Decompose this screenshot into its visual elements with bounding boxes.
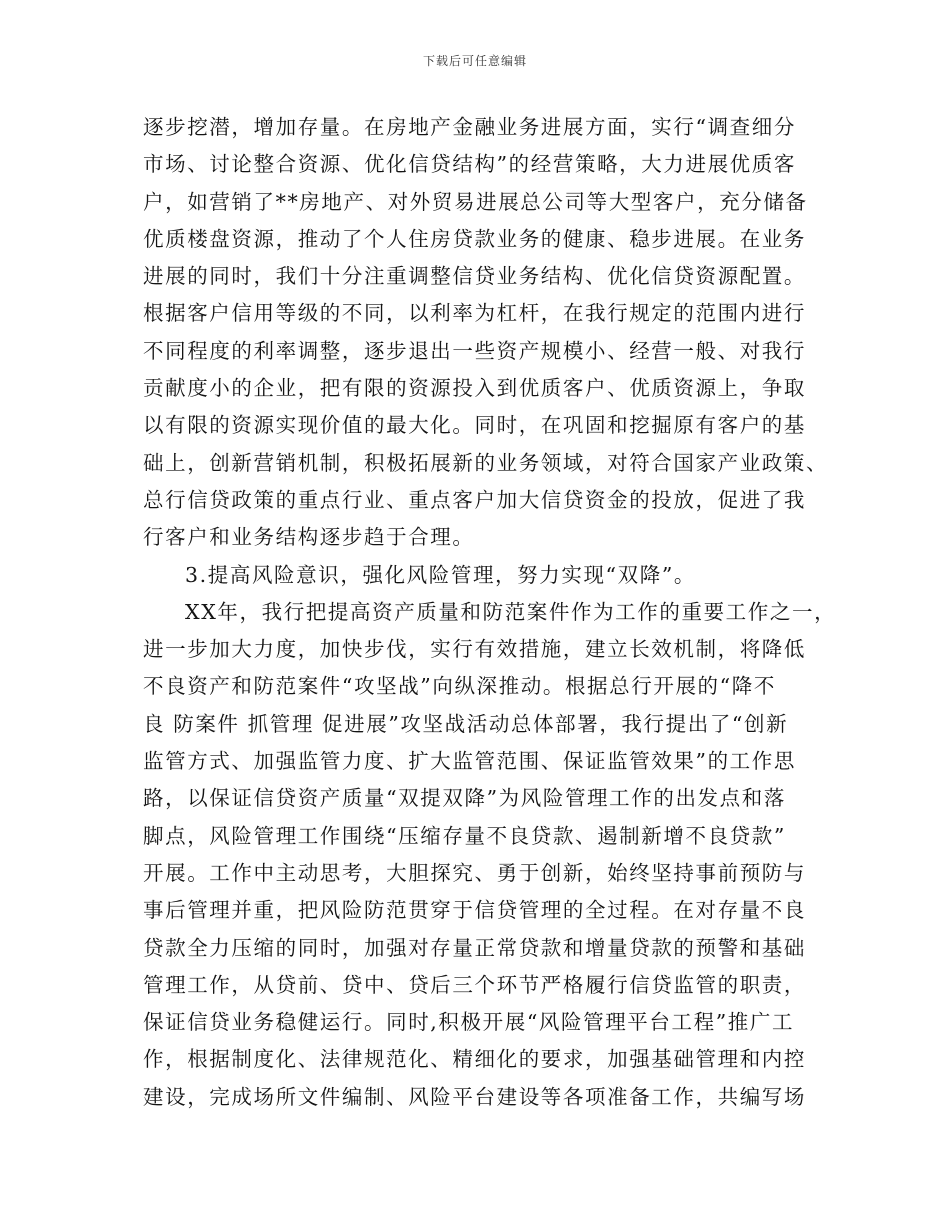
text-line: 路，以保证信贷资产质量“双提双降”为风险管理工作的出发点和落 [143, 786, 786, 811]
page-header: 下载后可任意编辑 [422, 54, 527, 68]
text-line: 贡献度小的企业，把有限的资源投入到优质客户、优质资源上，争取 [143, 376, 806, 401]
text-line: 贷款全力压缩的同时，加强对存量正常贷款和增量贷款的预警和基础 [143, 935, 806, 960]
text-line: 建设，完成场所文件编制、风险平台建设等各项准备工作，共编写场 [143, 1084, 806, 1109]
text-line: 市场、讨论整合资源、优化信贷结构”的经营策略，大力进展优质客 [143, 152, 796, 177]
text-line: 不同程度的利率调整，逐步退出一些资产规模小、经营一般、对我行 [143, 338, 806, 363]
text-line: 础上，创新营销机制，积极拓展新的业务领域，对符合国家产业政策、 [143, 450, 829, 475]
text-line: 保证信贷业务稳健运行。同时,积极开展“风险管理平台工程”推广工 [143, 1010, 795, 1035]
text-line: 不良资产和防范案件“攻坚战”向纵深推动。根据总行开展的“降不 [143, 674, 776, 699]
text-line: 管理工作，从贷前、贷中、贷后三个环节严格履行信贷监管的职责， [143, 972, 806, 997]
text-line: 总行信贷政策的重点行业、重点客户加大信贷资金的投放，促进了我 [143, 487, 806, 512]
text-line: 逐步挖潜，增加存量。在房地产金融业务进展方面，实行“调查细分 [143, 115, 796, 139]
text-line: 脚点，风险管理工作围绕“压缩存量不良贷款、遏制新增不良贷款” [143, 823, 786, 848]
paragraph-first-line: XX年，我行把提高资产质量和防范案件作为工作的重要工作之一， [185, 599, 837, 624]
section-heading: 3.提高风险意识，强化风险管理，努力实现“双降”。 [185, 562, 697, 587]
text-line: 事后管理并重，把风险防范贯穿于信贷管理的全过程。在对存量不良 [143, 898, 806, 923]
text-line: 以有限的资源实现价值的最大化。同时，在巩固和挖掘原有客户的基 [143, 413, 806, 438]
text-line: 根据客户信用等级的不同，以利率为杠杆，在我行规定的范围内进行 [143, 301, 806, 326]
body-text [143, 109, 837, 1116]
text-line: 户，如营销了**房地产、对外贸易进展总公司等大型客户，充分储备 [143, 189, 808, 214]
text-line: 优质楼盘资源，推动了个人住房贷款业务的健康、稳步进展。在业务 [143, 226, 806, 251]
text-line: 作，根据制度化、法律规范化、精细化的要求，加强基础管理和内控 [143, 1047, 806, 1072]
text-line: 监管方式、加强监管力度、扩大监管范围、保证监管效果”的工作思 [143, 749, 796, 774]
text-line: 进展的同时，我们十分注重调整信贷业务结构、优化信贷资源配置。 [143, 264, 806, 289]
text-line: 开展。工作中主动思考，大胆探究、勇于创新，始终坚持事前预防与 [143, 860, 806, 885]
text-line: 良 防案件 抓管理 促进展”攻坚战活动总体部署，我行提出了“创新 [143, 711, 789, 736]
text-line: 进一步加大力度，加快步伐，实行有效措施，建立长效机制，将降低 [143, 637, 806, 662]
text-line: 行客户和业务结构逐步趋于合理。 [143, 525, 475, 550]
